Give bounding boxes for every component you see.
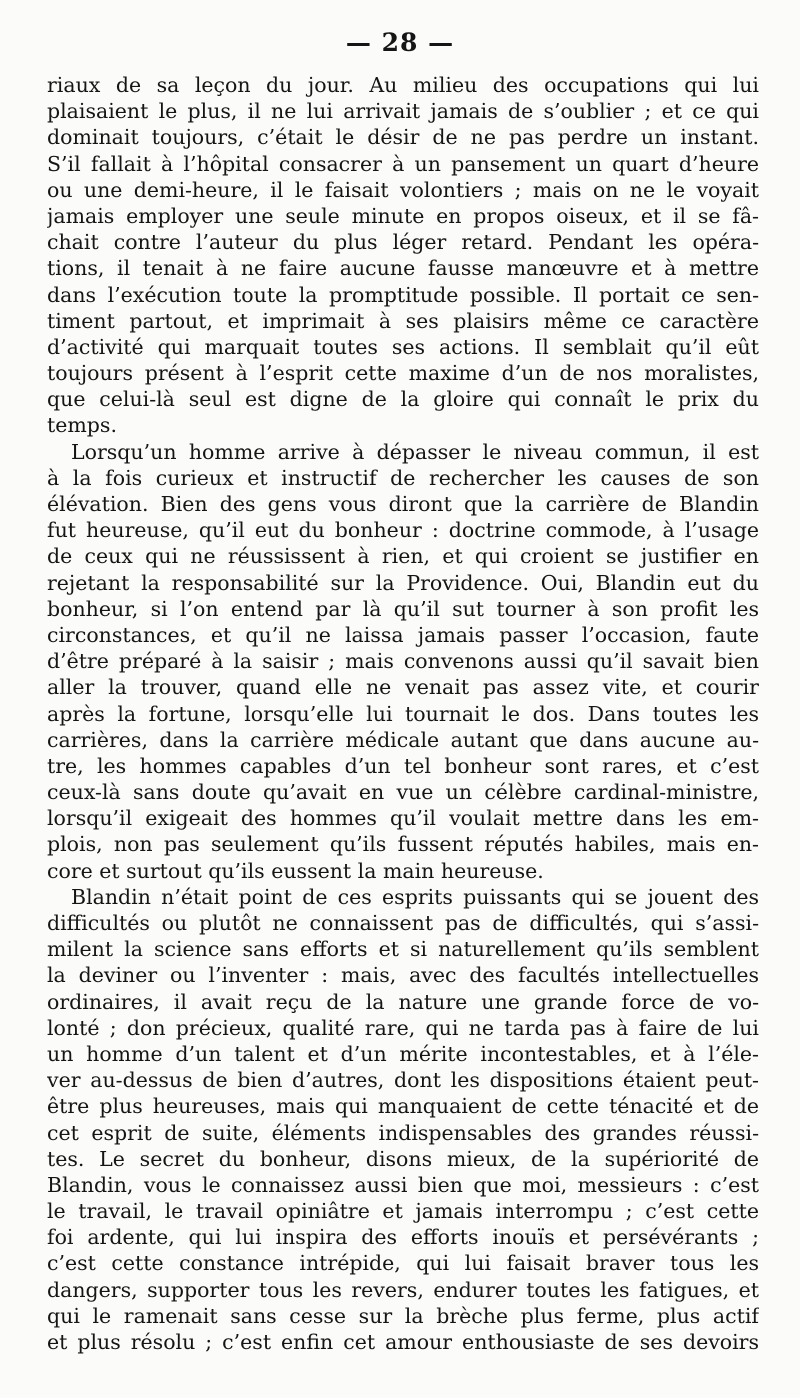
text-line: core et surtout qu’ils eussent la main heureuse. [47, 858, 544, 883]
text-line: un homme d’un talent et d’un mérite incontestables, et à l’éle- [47, 1041, 759, 1066]
text-line: à la fois curieux et instructif de rechercher les causes de son [47, 465, 759, 490]
text-line: élévation. Bien des gens vous diront que la carrière de Blandin [47, 492, 759, 516]
text-line: le travail, le travail opiniâtre et jamais interrompu ; c’est cette [47, 1199, 759, 1224]
text-line: tes. Le secret du bonheur, disons mieux, de la supériorité de [47, 1146, 759, 1171]
text-line: ver au-dessus de bien d’autres, dont les dispositions étaient peut- [47, 1068, 759, 1093]
text-line: Lorsqu’un homme arrive à dépasser le niveau commun, il est [71, 439, 759, 464]
text-line: chait contre l’auteur du plus léger retard. Pendant les opéra- [47, 230, 759, 255]
text-line: d’être préparé à la saisir ; mais convenons aussi qu’il savait bien [47, 649, 759, 674]
page-number: — 28 — [345, 28, 455, 57]
text-line: S’il fallait à l’hôpital consacrer à un pansement un quart d’heure [47, 151, 759, 176]
text-line: jamais employer une seule minute en propos oiseux, et il se fâ- [47, 203, 759, 228]
text-line: plaisaient le plus, il ne lui arrivait jamais de s’oublier ; et ce qui [47, 99, 759, 124]
text-line: Blandin, vous le connaissez aussi bien que moi, messieurs : c’est [47, 1172, 759, 1197]
text-line: timent partout, et imprimait à ses plaisirs même ce caractère [47, 308, 759, 333]
text-line: dominait toujours, c’était le désir de ne pas perdre un instant. [47, 125, 759, 150]
text-line: ordinaires, il avait reçu de la nature une grande force de vo- [47, 989, 759, 1014]
text-line: cet esprit de suite, éléments indispensables des grandes réussi- [47, 1120, 759, 1145]
text-line: d’activité qui marquait toutes ses actions. Il semblait qu’il eût [47, 334, 759, 359]
text-line: et plus résolu ; c’est enfin cet amour enthousiaste de ses devoirs [47, 1330, 759, 1354]
text-line: que celui-là seul est digne de la gloire qui connaît le prix du [47, 387, 759, 412]
text-line: ou une demi-heure, il le faisait volontiers ; mais on ne le voyait [47, 177, 759, 202]
text-line: aller la trouver, quand elle ne venait pas assez vite, et courir [47, 675, 759, 700]
body-text [47, 72, 759, 1355]
text-line: fut heureuse, qu’il eut du bonheur : doctrine commode, à l’usage [47, 518, 759, 543]
text-line: la deviner ou l’inventer : mais, avec des facultés intellectuelles [47, 963, 759, 988]
text-line: après la fortune, lorsqu’elle lui tournait le dos. Dans toutes les [47, 701, 759, 726]
text-line: lorsqu’il exigeait des hommes qu’il voulait mettre dans les em- [47, 806, 759, 831]
text-line: lonté ; don précieux, qualité rare, qui ne tarda pas à faire de lui [47, 1015, 759, 1040]
text-line: circonstances, et qu’il ne laissa jamais passer l’occasion, faute [47, 622, 759, 647]
text-line: de ceux qui ne réussissent à rien, et qui croient se justifier en [47, 544, 759, 569]
text-line: milent la science sans efforts et si naturellement qu’ils semblent [47, 937, 759, 962]
text-line: difficultés ou plutôt ne connaissent pas de difficultés, qui s’assi- [47, 911, 759, 935]
text-line: dangers, supporter tous les revers, endurer toutes les fatigues, et [47, 1277, 759, 1302]
text-line: tions, il tenait à ne faire aucune fausse manœuvre et à mettre [47, 256, 759, 281]
text-line: dans l’exécution toute la promptitude possible. Il portait ce sen- [47, 282, 759, 307]
text-line: qui le ramenait sans cesse sur la brèche plus ferme, plus actif [47, 1303, 759, 1328]
text-line: toujours présent à l’esprit cette maxime d’un de nos moralistes, [47, 361, 759, 386]
text-line: foi ardente, qui lui inspira des efforts inouïs et persévérants ; [47, 1225, 759, 1250]
text-line: Blandin n’était point de ces esprits puissants qui se jouent des [71, 884, 759, 909]
text-line: bonheur, si l’on entend par là qu’il sut tourner à son profit les [47, 596, 759, 621]
text-line: être plus heureuses, mais qui manquaient de cette ténacité et de [47, 1094, 759, 1119]
text-line: temps. [47, 413, 117, 438]
text-line: riaux de sa leçon du jour. Au milieu des occupations qui lui [47, 73, 759, 97]
text-line: c’est cette constance intrépide, qui lui faisait braver tous les [47, 1251, 759, 1276]
text-line: ceux-là sans doute qu’avait en vue un célèbre cardinal-ministre, [47, 780, 759, 805]
text-line: plois, non pas seulement qu’ils fussent réputés habiles, mais en- [47, 832, 759, 857]
text-line: carrières, dans la carrière médicale autant que dans aucune au- [47, 727, 759, 752]
text-line: tre, les hommes capables d’un tel bonheur sont rares, et c’est [47, 753, 759, 778]
text-line: rejetant la responsabilité sur la Providence. Oui, Blandin eut du [47, 570, 759, 595]
